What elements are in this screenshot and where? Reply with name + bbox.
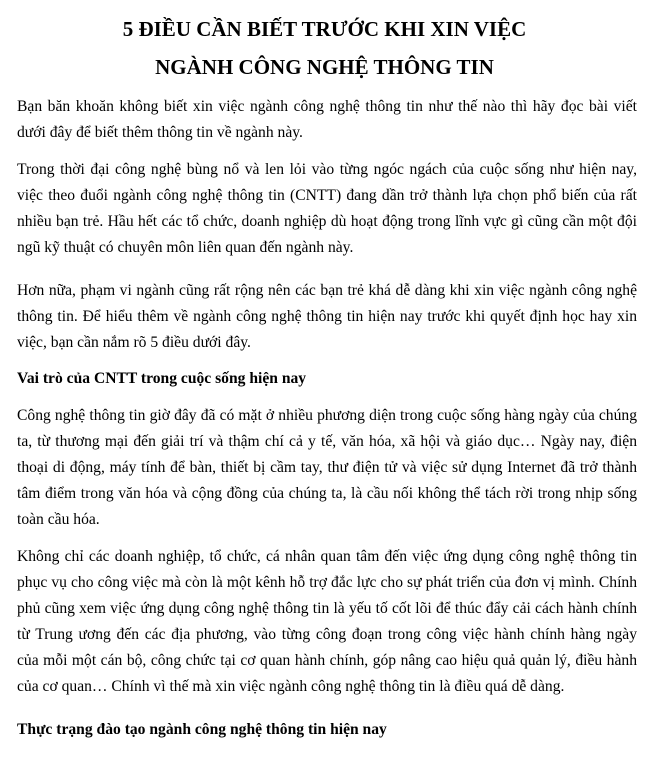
text-line: thoại di động, máy tính để bàn, thiết bị cầm tay, thư điện tử và việc sử dụng Internet đã trở thành [17,459,637,476]
scope-paragraph [17,278,637,356]
document-title-line-2: NGÀNH CÔNG NGHỆ THÔNG TIN [155,55,494,79]
text-line: của mỗi một cán bộ, công chức tại cơ quan hành chính, góp nâng cao hiệu quả quản lý, điều hành [17,652,637,669]
role-paragraph-1 [17,403,637,533]
role-paragraph-2 [17,544,637,700]
document-title-line-1: 5 ĐIỀU CẦN BIẾT TRƯỚC KHI XIN VIỆC [122,17,527,41]
text-line: dưới đây để biết thêm thông tin về ngành này. [17,124,303,141]
text-line: ta, từ thương mại đến giải trí và thậm chí cả y tế, văn hóa, xã hội và giáo dục… Ngày nay, điện [17,433,637,450]
text-line: tâm điểm trong văn hóa và cộng đồng của chúng ta, là cầu nối không thể tách rời trong nhịp sống [17,485,637,502]
text-line: Trong thời đại công nghệ bùng nổ và len lỏi vào từng ngóc ngách của cuộc sống như hiện nay, [17,161,637,178]
text-line: việc, bạn cần nắm rõ 5 điều dưới đây. [17,334,251,351]
text-line: phục vụ cho công việc mà còn là một kênh hỗ trợ đắc lực cho sự phát triển của đơn vị mình. Chính [17,574,637,591]
text-line: nhiều bạn trẻ. Hầu hết các tổ chức, doanh nghiệp dù hoạt động trong lĩnh vực gì cũng cần một đội [17,213,637,230]
text-line: của cơ quan… Chính vì thế mà xin việc ngành công nghệ thông tin là điều quá dễ dàng. [17,678,565,695]
text-line: Công nghệ thông tin giờ đây đã có mặt ở nhiều phương diện trong cuộc sống hàng ngày của chúng [17,407,637,424]
section-heading-it-training-status: Thực trạng đào tạo ngành công nghệ thông tin hiện nay [17,721,387,738]
text-line: toàn cầu hóa. [17,511,100,528]
text-line: từ Trung ương đến các địa phương, vào từng công đoạn trong công việc hành chính hàng ngày [17,626,637,643]
intro-paragraph [17,94,637,146]
text-line: phủ cũng xem việc ứng dụng công nghệ thông tin là yếu tố cốt lõi để thúc đẩy cải cách hành chính [17,600,637,617]
text-line: Không chỉ các doanh nghiệp, tổ chức, cá nhân quan tâm đến việc ứng dụng công nghệ thông tin [17,548,637,565]
text-line: Hơn nữa, phạm vi ngành cũng rất rộng nên các bạn trẻ khá dễ dàng khi xin việc ngành công nghệ [17,282,637,299]
text-line: ngũ kỹ thuật có chuyên môn liên quan đến ngành này. [17,239,354,256]
text-line: thông tin. Để hiểu thêm về ngành công nghệ thông tin hiện nay trước khi quyết định học hay xin [17,308,637,325]
text-line: Bạn băn khoăn không biết xin việc ngành công nghệ thông tin như thế nào thì hãy đọc bài viết [17,98,637,115]
context-paragraph [17,157,637,261]
text-line: việc theo đuổi ngành công nghệ thông tin (CNTT) đang dần trở thành lựa chọn phổ biến của rất [17,187,637,204]
section-heading-role-of-it: Vai trò của CNTT trong cuộc sống hiện nay [17,370,307,387]
